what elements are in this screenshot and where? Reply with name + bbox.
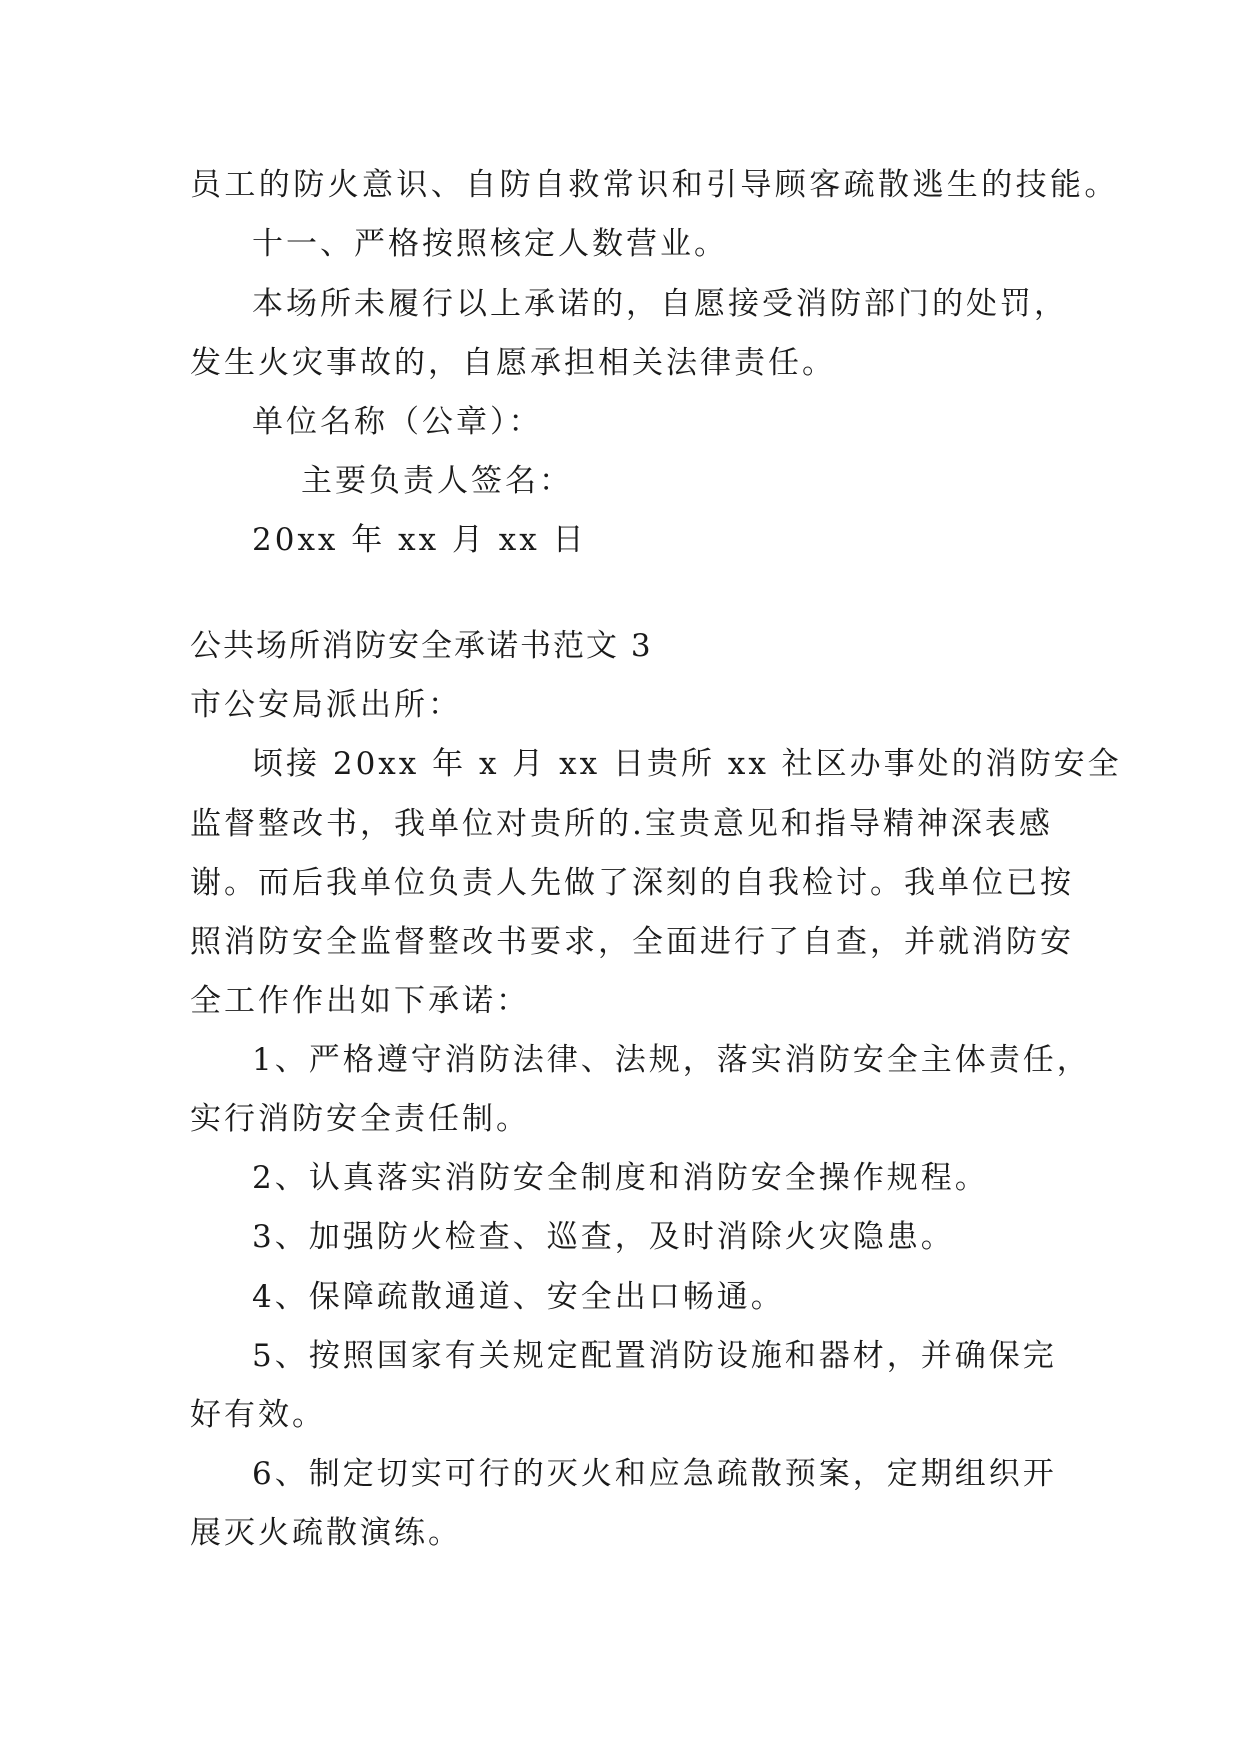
list-item: 1、严格遵守消防法律、法规，落实消防安全主体责任， (252, 1042, 1091, 1078)
text-line: 好有效。 (190, 1397, 326, 1433)
list-item: 3、加强防火检查、巡查，及时消除火灾隐患。 (252, 1219, 955, 1255)
text-line: 展灭火疏散演练。 (190, 1515, 462, 1551)
text-line: 本场所未履行以上承诺的，自愿接受消防部门的处罚， (252, 286, 1068, 322)
text-line: 全工作作出如下承诺： (190, 983, 530, 1019)
section-title: 公共场所消防安全承诺书范文 3 (190, 628, 653, 664)
text-line: 顷接 20xx 年 x 月 xx 日贵所 xx 社区办事处的消防安全 (252, 746, 1122, 782)
addressee: 市公安局派出所： (190, 687, 462, 723)
text-line: 实行消防安全责任制。 (190, 1101, 530, 1137)
list-item: 4、保障疏散通道、安全出口畅通。 (252, 1279, 785, 1315)
list-item: 2、认真落实消防安全制度和消防安全操作规程。 (252, 1160, 989, 1196)
text-line: 主要负责人签名： (301, 463, 573, 499)
list-item: 5、按照国家有关规定配置消防设施和器材，并确保完 (252, 1338, 1057, 1374)
text-line: 发生火灾事故的，自愿承担相关法律责任。 (190, 345, 836, 381)
text-line: 单位名称（公章）： (252, 404, 543, 440)
text-line: 员工的防火意识、自防自救常识和引导顾客疏散逃生的技能。 (190, 167, 1119, 203)
text-line: 谢。而后我单位负责人先做了深刻的自我检讨。我单位已按 (190, 865, 1074, 901)
text-line: 照消防安全监督整改书要求，全面进行了自查，并就消防安 (190, 924, 1074, 960)
text-line: 监督整改书，我单位对贵所的.宝贵意见和指导精神深表感 (190, 806, 1053, 842)
list-item: 6、制定切实可行的灭火和应急疏散预案，定期组织开 (252, 1456, 1057, 1492)
text-line: 十一、严格按照核定人数营业。 (252, 226, 728, 262)
date-line: 20xx 年 xx 月 xx 日 (252, 522, 587, 558)
